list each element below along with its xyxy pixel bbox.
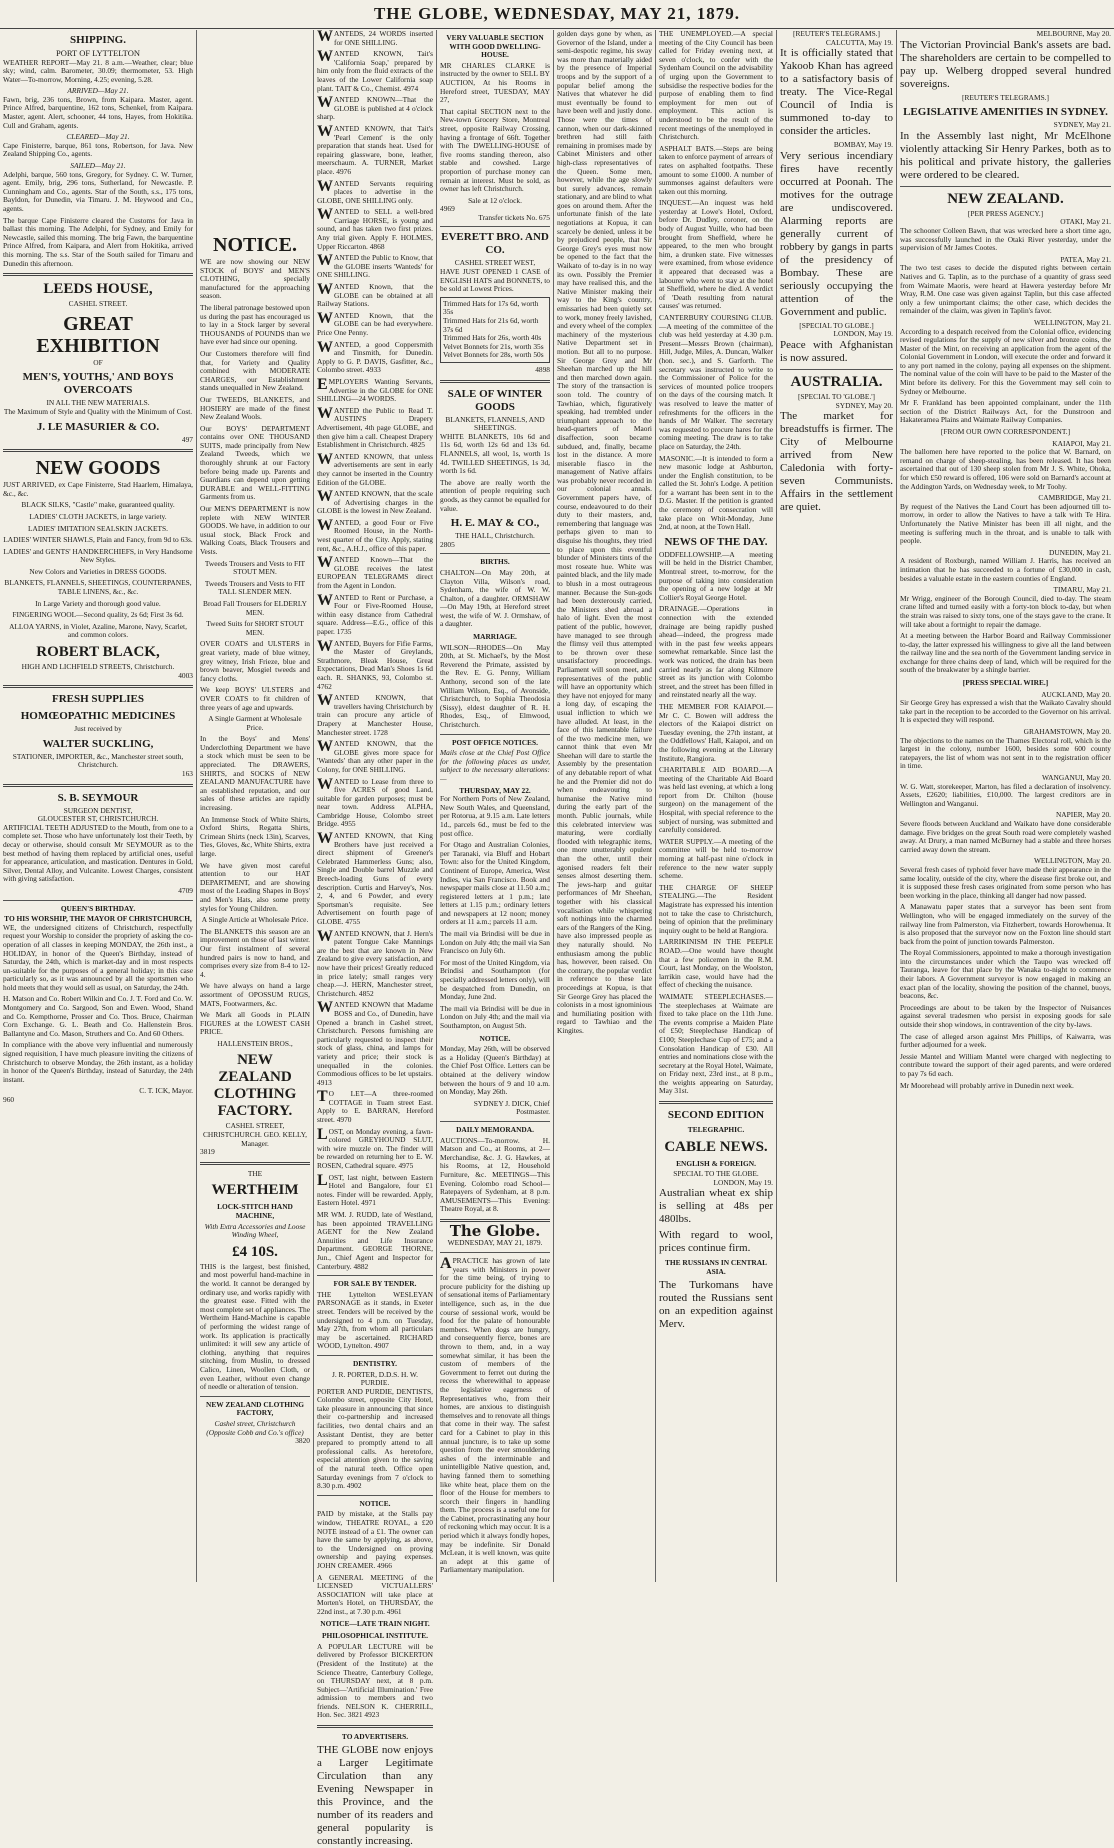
sale-time: Sale at 12 o'clock. xyxy=(468,195,522,205)
arrived-heading: ARRIVED—May 21. xyxy=(67,86,129,96)
seymour-text: ARTIFICIAL TEETH ADJUSTED to the Mouth, from one to a complete set. Those who have unfortunately lost their Teeth, by decay or otherwise, should consult Mr SEYMOUR as to the best method of having them replaced by artificial ones, useful for appearance, articulation, and mastication. Dentures in Gold, Silver, Dental Alloy, and Vulcanite. Lowest Charges, consistent with giving satisfaction. xyxy=(3,822,193,884)
australia-heading: AUSTRALIA. xyxy=(790,373,883,390)
surgeon: SURGEON DENTIST, xyxy=(63,805,133,815)
trimmed-hats-list xyxy=(440,297,550,363)
notice-paragraph: Our Customers therefore will find that, for Variety and Quality combined with MODERATE CHARGES, our Establishment stands unequalled in New Zealand. xyxy=(200,348,310,393)
dateline: KAIAPOI, May 21. xyxy=(1052,438,1111,448)
news-item: CHARITABLE AID BOARD.—A meeting of the Charitable Aid Board was held last evening, at which a long report from Dr. Chilton (house surgeon) on the management of the Hospital, with special reference to the subject of nursing, was submitted and carefully considered. xyxy=(659,765,773,835)
dateline: OTAKI, May 21. xyxy=(1060,217,1111,227)
wanted-ad: TO LET—A three-roomed COTTAGE in Tuam street East. Apply to E. BARRAN, Hereford street. 4970 xyxy=(317,1088,433,1125)
item-text: The case of alleged arson against Mrs Phillips, of Kaiwarra, was further adjourned for a week. xyxy=(900,1031,1111,1050)
item-text: According to a despatch received from the Colonial office, evidencing revised regulations for the supply of new silver and bronze coins, the Master of the Mint, on receiving an application from the agent of the Colonial Government in London, will execute the order and forward it to any port named in the colony, paying all expenses on the shipment. The nominal value of the coin will have to be paid to the Master of the Mint before its delivery. For this the Government may sell coin to Sydney or Melbourne. xyxy=(900,326,1111,396)
wanted-ad: WANTED KNOWN, that the scale of Advertising charges in the GLOBE is the lowest in New Zealand. xyxy=(317,488,433,516)
wanted-ad: WANTED, a good Coppersmith and Tinsmith, for Dunedin. Apply to G. P. DAVIS, Gasfitter, &c., Colombo street. 4933 xyxy=(317,338,433,375)
notice-paragraph: We keep BOYS' ULSTERS and OVER COATS to fit children of three years of age and upwards. xyxy=(200,685,310,712)
list-item xyxy=(900,903,1111,946)
worship: TO HIS WORSHIP, THE MAYOR OF CHRISTCHURCH, xyxy=(4,914,192,924)
masthead: THE GLOBE, WEDNESDAY, MAY 21, 1879. xyxy=(0,0,1114,29)
ref-3820: 3820 xyxy=(295,1436,310,1446)
dateline: [FROM OUR OWN CORRESPONDENT.] xyxy=(940,427,1071,437)
nzcf2-address: Cashel street, Christchurch (Opposite Cobb and Co.'s office) xyxy=(206,1418,304,1437)
memoranda-text: AUCTIONS—To-morrow. H. Matson and Co., at Rooms, at 2—Merchandise, &c. J. G. Hawkes, at his Rooms, at 12, Household Furniture, &c. MEETINGS—This Evening. Colombo road School—Ratepayers of Sydenham, at 8 p.m. AMUSEMENTS—This Evening: Theatre Royal, at 8. xyxy=(440,1135,550,1214)
wertheim: WERTHEIM xyxy=(211,1182,299,1199)
notice-text: PAID by mistake, at the Stalls pay window, THEATRE ROYAL, a £20 NOTE instead of a £1. The owner can have the same by applying, as above, to the Undersigned on proving ownership and paying expenses. JOHN CREAMER. 4966 xyxy=(317,1509,433,1570)
list-item xyxy=(900,586,1111,629)
winter-text: WHITE BLANKETS, 10s 6d and 11s 6d, worth 12s 6d and 13s 6d. FLANNELS, all wool, 1s, worth 1s 4d. TWILLED SHEETINGS, 1s 3d, worth 1s 6d. xyxy=(440,431,550,476)
just-arrived: JUST ARRIVED, ex Cape Finisterre, Stad Haarlem, Himalaya, &c., &c. xyxy=(3,480,193,498)
to-advertisers-text: THE GLOBE now enjoys a Larger Legitimate Circulation than any Evening Newspaper in this Province, and the number of its readers and general popularity is constantly increasing. xyxy=(317,1743,433,1847)
notice-heading-2: NOTICE. xyxy=(359,1498,391,1508)
item-text: Proceedings are about to be taken by the Inspector of Nuisances against several tradesmen who persist in exposing goods for sale outside their shop windows, in contravention of the city by-laws. xyxy=(900,1002,1111,1030)
melbourne-dateline: MELBOURNE, May 20. xyxy=(1036,29,1111,38)
po-text: The mail via Brindisi will be due in London on July 4th; the mail via San Francisco on July 6th. xyxy=(440,929,550,956)
dateline: NAPIER, May 20. xyxy=(1055,810,1111,820)
new-zealand-heading: NEW ZEALAND. xyxy=(947,190,1064,207)
wanted-ad: WANTED KNOWN, that travellers having Christchurch by train can procure any article of Drapery at Manchester House, Manchester street. 1728 xyxy=(317,692,433,737)
cable-news: CABLE NEWS. xyxy=(664,1138,768,1155)
news-item: ODDFELLOWSHIP.—A meeting will be held in the District Chamber, Montreal street, to-morrow, for the purpose of taking into consideration the opening of a new lodge at Mr Collier's Royal George Hotel. xyxy=(659,549,773,602)
philosophical-text: A POPULAR LECTURE will be delivered by Professor BICKERTON (President of the Institute) at the Science Theatre, Canterbury College, on THURSDAY next, at 8 p.m. Subject—'Artificial Illumination.' Free admission to members and two friends. NELSON K. CHERRILL, Hon. Sec. 3821 4923 xyxy=(317,1641,433,1720)
item-text: A resident of Roxburgh, named William J. Harris, has received an intimation that he has succeeded to a fortune of £30,000 in cash, besides a valuable estate in the eastern counties of England. xyxy=(900,556,1111,583)
dentistry-text: PORTER AND PURDIE, DENTISTS, Colombo street, opposite City Hotel, take pleasure in announcing that since their co-partnership and increased facilities, two dental chairs and an Assistant Dentist, they are better prepared to promptly attend to all professional calls. As heretofore, especial attention given to the saving of the natural teeth. Office open Saturday evenings from 7 o'clock to 8.30 p.m. 4902 xyxy=(317,1386,433,1491)
homoeopathic: HOMŒOPATHIC MEDICINES xyxy=(20,710,176,723)
telegram: The Victorian Provincial Bank's assets are bad. The shareholders are certain to be compelled to pay up. Welberg dropped several hundred sovereigns. xyxy=(900,38,1111,90)
wanted-ad: WANTEDS, 24 WORDS inserted for ONE SHILLING. xyxy=(317,28,433,47)
marriage-heading: MARRIAGE. xyxy=(473,632,517,642)
hmay-address: THE HALL, Christchurch. xyxy=(455,531,535,541)
aus-special: [SPECIAL TO 'GLOBE.'] xyxy=(797,391,876,401)
list-item: Trimmed Hats for 21s 6d, worth 37s 6d xyxy=(443,316,539,334)
bombay-dateline: BOMBAY, May 19. xyxy=(833,140,893,150)
wanted-ad: WANTED KNOWN, that unless advertisements are sent in early they cannot be inserted in the Country Edition of the GLOBE. xyxy=(317,450,433,487)
telegram: Very serious incendiary fires have recently occurred at Poonah. The motives for the outrage are undiscovered. Alarming reports are generally current of robbery by gangs in parts of the presidency of Bombay. These are seriously occupying the attention of the Government and public. xyxy=(780,149,893,318)
list-item xyxy=(900,319,1111,396)
transfer-tickets: Transfer tickets No. 675 xyxy=(478,212,550,222)
list-item xyxy=(900,399,1111,425)
list-item xyxy=(900,728,1111,771)
cashel-street: CASHEL STREET. xyxy=(68,299,128,309)
rudd-notice: MR WM. J. RUDD, late of Westland, has been appointed TRAVELLING AGENT for the New Zealand Annuities and Life Insurance Department. GEORGE THORNE, Jun., Chief Agent and Inspector for Canterbury. 4882 xyxy=(317,1210,433,1271)
notice-heading: NOTICE. xyxy=(213,234,297,256)
ref-2805: 2805 xyxy=(440,539,455,549)
sailed-text: Adelphi, barque, 560 tons, Gregory, for Sydney. C. W. Turner, agent. Emily, brig, 296 tons, Sutherland, for Newcastle. P. Cunningham and Co., agents. Star of the South, s.s., 175 tons, Bayldon, for Dunedin, via Timaru. J. M. Heywood and Co., agents. xyxy=(3,169,193,213)
item-text: Severe floods between Auckland and Waikato have done considerable damage. Five bridges on the great South road were completely washed away. At Drury, a man named McBurney had a stable and three horses carried away down the stream. xyxy=(900,818,1111,854)
list-item: BLANKETS, FLANNELS, SHEETINGS, COUNTERPANES, TABLE LINENS, &c., &c. xyxy=(4,578,192,597)
second-edition: SECOND EDITION xyxy=(667,1109,765,1122)
dateline: TIMARU, May 21. xyxy=(1053,585,1111,595)
mayor-signature: C. T. ICK, Mayor. xyxy=(139,1086,193,1096)
item-text: Mr Moorehead will probably arrive in Dunedin next week. xyxy=(900,1080,1074,1090)
notice-paragraph: A Single Garment at Wholesale Price. xyxy=(208,714,302,732)
hmay: H. E. MAY & CO., xyxy=(450,517,540,530)
wanted-ad: WANTED KNOWN that Madame BOSS and Co., of Dunedin, have Opened a branch in Cashel street, Christchurch. Persons furnishing are particularly requested to inspect their stock of glass, china, and lamps for variety and price; their stock is unequalled in the colonies. Commodious offices to be let upstairs. 4913 xyxy=(317,999,433,1087)
notice-paragraph: Tweeds Trousers and Vests to FIT STOUT MEN. xyxy=(204,558,306,577)
received-by: Just received by xyxy=(74,724,122,734)
notice-paragraph: We have given most careful attention to our HAT DEPARTMENT, and are showing most of the Leading Shapes in Boys' and Men's Hats, also some pretty styles for Young Children. xyxy=(200,860,310,913)
wanted-ad: WANTED, a good Four or Five Roomed House, in the North-west quarter of the City. Apply, stating rent, &c., A.H.J., office of this paper. xyxy=(317,516,433,553)
news-item: LARRIKINISM IN THE PEEPLE ROAD.—One would have thought that a few policemen in the R.M. Court, last Monday, on the Woolston, larrikin case, would have had the effect of checking the nuisance. xyxy=(659,937,773,990)
late-train: NOTICE—LATE TRAIN NIGHT. xyxy=(320,1618,430,1628)
reuter-label-2: [REUTER'S TELEGRAMS.] xyxy=(961,92,1049,102)
news-item: CANTERBURY COURSING CLUB.—A meeting of the committee of the club was held yesterday at 4.30 p.m. Present—Messrs Brown (chairman), Hill, Judge, Miles, A. Duncan, Walker (hon. sec.), and S. Garforth. The secretary was instructed to write to the Commissioner of Police for the services of mounted police troopers on the days of the coursing match. It was resolved to leave the matter of refreshments for the officers in the hands of Mr Walker. The secretary was requested to procure hares for the coming meeting. The draw is to take place on Saturday, the 24th. xyxy=(659,313,773,451)
dateline: WELLINGTON, May 20. xyxy=(1033,856,1111,866)
tender-text: THE Lyttelton WESLEYAN PARSONAGE as it stands, in Exeter street. Tenders will be received by the undersigned to 4 p.m. on Tuesday, May 27th, from whom all particulars may be ascertained. RICHARD WOOD, Lyttelton. 4907 xyxy=(317,1289,433,1351)
column-4 xyxy=(436,30,553,1582)
po-text: For most of the United Kingdom, via Brindisi and Southampton (for specially addressed letters only), will be despatched from Dunedin, on Monday, June 2nd. xyxy=(440,957,550,1002)
sailed-heading: SAILED—May 21. xyxy=(70,161,126,171)
suckling: WALTER SUCKLING, xyxy=(42,737,154,750)
tender-heading: FOR SALE BY TENDER. xyxy=(333,1279,417,1289)
list-item xyxy=(900,949,1111,1001)
notice-paragraph: A Single Article at Wholesale Price. xyxy=(201,915,309,925)
dentistry-heading: DENTISTRY. xyxy=(352,1358,398,1368)
queens-birthday: QUEEN'S BIRTHDAY. xyxy=(60,903,136,913)
dateline: GRAHAMSTOWN, May 20. xyxy=(1023,727,1111,737)
list-item: New Colors and Varieties in DRESS GOODS. xyxy=(29,566,167,576)
section-text: That capital SECTION next to the New-town Grocery Store, Montreal street, opposite Railway Crossing, having a frontage of 66ft. Together with The DWELLING-HOUSE of five rooms standing thereon, also stable and cowshed. Large proportion of purchase money can remain at interest. Must be sold, as owner has left Christchurch. xyxy=(440,106,550,194)
of-label: OF xyxy=(93,357,103,367)
telegram: The market for breadstuffs is firmer. The City of Melbourne arrived from New Caledonia with forty-seven Communists. Affairs in the settlement are quiet. xyxy=(780,410,893,514)
sydney-dateline: SYDNEY, May 20. xyxy=(835,400,893,410)
notice-paragraph: Our TWEEDS, BLANKETS, and HOSIERY are made of the finest New Zealand Wools. xyxy=(200,394,310,422)
news-item: THE UNEMPLOYED.—A special meeting of the City Council has been called for Friday evening next, at seven o'clock, to confer with the Sydenham Council on the advisability of urging upon the Government to subsidise the respective bodies for the purpose of enabling them to find employment for men out of employment. This action is understood to be the result of the recent meetings of the unemployed in Christchurch. xyxy=(659,29,773,142)
wertheim-price: £4 10S. xyxy=(232,1243,278,1260)
column-6 xyxy=(655,30,776,1582)
shipping-note: The barque Cape Finisterre cleared the Customs for Java in ballast this morning. The Adelphi, for Sydney, and Emily for Newcastle, sailed this morning. The brig Fawn, the barquentine Prince Alfred, from Kaipara, and Alert from Hokitika, arrived this morning. The s.s. Star of the South sailed for Timaru and Dunedin this afternoon. xyxy=(3,215,193,268)
list-item xyxy=(900,691,1111,725)
notice-paragraph: Our MEN'S DEPARTMENT is now replete with NEW WINTER GOODS. We have, in addition to our usual stock, Black Frock and Walking Coats, Black Trousers and Vests. xyxy=(200,504,310,556)
news-item: WATER SUPPLY.—A meeting of the committee will be held to-morrow morning at half-past nine o'clock in reference to the new water supply scheme. xyxy=(659,836,773,881)
list-item xyxy=(900,494,1111,546)
extra-accessories: With Extra Accessories and Loose Winding Wheel, xyxy=(204,1221,306,1240)
dateline: AUCKLAND, May 20. xyxy=(1041,689,1111,699)
telegram: It is officially stated that Yakoob Khan has agreed to a satisfactory basis of treaty. The Vice-Regal Council of India is summoned to-day to consider the articles. xyxy=(780,47,893,138)
notice-paragraph: OVER COATS and ULSTERS in great variety, made of blue witney, grey witney, Irish Frieze, blue and brown beaver, Mosgiel tweeds and fancy cloths. xyxy=(200,639,310,683)
telegraphic: TELEGRAPHIC. xyxy=(687,1125,745,1135)
notice-paragraph: We have always on hand a large assortment of OPOSSUM RUGS, MATS, Footwarmers, &c. xyxy=(200,981,310,1008)
wanted-ad: WANTED Known, that the GLOBE can be obtained at all Railway Stations. xyxy=(317,281,433,309)
list-item: LADIES' and GENTS' HANDKERCHIEFS, in Very Handsome New Styles. xyxy=(3,546,193,565)
item-text: At a meeting between the Harbor Board and Railway Commissioner to-day, the latter expressed his willingness to give all the land between the railway line and the sea north of the Government landing service in exchange for three chains deep of land, which will be required for the south of the breakwater by a shingle barrier. xyxy=(900,631,1111,675)
wanted-ad: WANTED KNOWN, that the GLOBE gives more space for 'Wanteds' than any other paper in the Colony, for ONE SHILLING. xyxy=(317,738,433,774)
telegram: Australian wheat ex ship is selling at 48s per 480lbs. xyxy=(659,1187,773,1226)
everett-address: CASHEL STREET WEST, xyxy=(454,258,536,268)
wanted-ad: WANTED KNOWN—That the GLOBE is published at 4 o'clock sharp. xyxy=(317,94,433,122)
list-item: LADIES' IMITATION SEALSKIN JACKETS. xyxy=(28,523,168,533)
list-item xyxy=(900,1033,1111,1050)
column-3 xyxy=(313,28,436,1847)
signatories: H. Matson and Co. Robert Wilkin and Co. J. T. Ford and Co. W. Montgomery and Co. Sargood, Son and Ewen. Wood, Shand and Co. Kempthorne, Prosser and Co. Thos. Bruce, Chairman Corn Exchange. G. L. Beath and Co. Hallenstein Bros. Ballantyne and Co. Mason, Struthers and Co. And 60 Others. xyxy=(3,994,193,1038)
dateline: WELLINGTON, May 21. xyxy=(1033,317,1111,327)
ref-3819: 3819 xyxy=(200,1147,215,1157)
wanted-ad: WANTED to Lease from three to five ACRES of good Land, suitable for garden purposes; must be near town. Address ALPHA, Cambridge House, Colombo street Bridge. 4955 xyxy=(317,775,433,829)
leeds-house: LEEDS HOUSE, xyxy=(43,281,153,298)
telegram: The Turkomans have routed the Russians sent on an expedition against Merv. xyxy=(659,1278,773,1330)
news-item: MASONIC.—It is intended to form a new masonic lodge at Ashburton, under the English constitution, to be called the St. John's Lodge. A petition for a warrant has been sent in to the D.G. Master. If the petition is granted the ceremony of consecration will take place on Whit-Monday, June 2nd, at noon, at the Town Hall. xyxy=(659,453,773,532)
nz-clothing-factory: NEW ZEALAND CLOTHING FACTORY. xyxy=(213,1052,297,1120)
wanted-ad: WANTED Known, that the GLOBE can be had everywhere. Price One Penny. xyxy=(317,309,433,337)
cleared-text: Cape Finisterre, barque, 861 tons, Robertson, for Java. New Zealand Shipping Co., agents. xyxy=(3,140,193,159)
dick-signature: SYDNEY J. DICK, Chief Postmaster. xyxy=(473,1098,550,1117)
wanted-ad: WANTED KNOWN, that Tait's 'Pearl Cement' is the only preparation that stands heat. Used for repairing glassware, bone, leather, meerschaum. A. TURNER, Market place. 4976 xyxy=(317,122,433,176)
column-8 xyxy=(896,30,1114,1582)
to-advertisers-heading: TO ADVERTISERS. xyxy=(341,1732,409,1742)
philosophical-heading: PHILOSOPHICAL INSTITUTE. xyxy=(322,1631,428,1641)
ref-163: 163 xyxy=(181,769,193,778)
list-item xyxy=(900,679,1111,688)
dateline: PATEA, May 21. xyxy=(1060,254,1111,264)
the-label: THE xyxy=(247,1168,263,1178)
notice-paragraph: Tweeds Trousers and Vests to FIT TALL SLENDER MEN. xyxy=(204,578,306,597)
great-exhibition: GREAT EXHIBITION xyxy=(36,312,160,357)
po-text: For Otago and Australian Colonies, per Taranaki, via Bluff and Hobart Town: also for the United Kingdom, Continent of Europe, America, West Indies, via San Francisco. Book and newspaper mails close at 11.50 a.m.; registered letters at 1 p.m.; late letters at 1.15 p.m.; ordinary letters and newspapers at 12 noon; money orders at 11 a.m.; parcels 11 a.m. xyxy=(440,840,550,927)
notice-paragraph: An Immense Stock of White Shirts, Oxford Shirts, Regatta Shirts, Crimean Shirts (neck 13in), Scarves, Ties, Gloves, &c, White Shirts, extra large. xyxy=(200,814,310,858)
item-text: The ballomen here have reported to the police that W. Barnard, on remand on charge of sheep-stealing, has been released. It has been ascertained that out of 130 sheep stolen from Mr J. S. White, Ohoka, for which £50 reward is offered, 106 were sold on Barnard's account at the Addington Yards, on Wednesday week, to Mr Toohy. xyxy=(900,447,1111,491)
special-to-globe: SPECIAL TO THE GLOBE. xyxy=(673,1169,759,1179)
petition: WE, the undersigned citizens of Christchurch, respectfully request your Worship to consider the propriety of asking the co-operation of all classes in keeping MONDAY, the 26th inst., a HOLIDAY, in honor of the Queen's Birthday, instead of Saturday, the 24th, which is market-day and in most respects un-suitable for the purposes of a general holiday; in this case particularly so, as it was announced by all the sportsmen who hold meets that they would sell as usual, on Saturday, the 24th. xyxy=(3,922,193,992)
telegram: In the Assembly last night, Mr McElhone violently attacking Sir Henry Parkes, both as to his political and private history, the galleries were ordered to be cleared. xyxy=(900,129,1111,181)
dateline: CAMBRIDGE, May 21. xyxy=(1038,493,1111,503)
po-notice-heading: NOTICE. xyxy=(479,1033,511,1043)
notice-paragraph: In the Boys' and Mens' Underclothing Department we have a stock which must be seen to be appreciated. The DRAWERS, SHIRTS, and SOCKS of NEW ZEALAND MANUFACTURE have an established reputation, and our sales of these articles are rapidly increasing. xyxy=(200,734,310,813)
po-notice: Monday, May 26th, will be observed as a Holiday (Queen's Birthday) at the Chief Post Office. Letters can be obtained at the delivery window between the hours of 9 and 10 a.m. on Monday, May 26th. xyxy=(440,1044,550,1097)
column-7 xyxy=(776,30,896,1582)
list-item xyxy=(900,440,1111,492)
wanted-ad: WANTED the Public to Read T. AUSTIN'S Drapery Advertisement, 4th page GLOBE, and then give him a call. Cheapest Drapery Establishment in Christchurch. 4825 xyxy=(317,404,433,450)
english-foreign: ENGLISH & FOREIGN. xyxy=(676,1158,756,1168)
list-item: Velvet Bonnets for 28s, worth 50s xyxy=(443,350,544,360)
column-2 xyxy=(196,30,313,1582)
column-5 xyxy=(553,30,655,1582)
list-item xyxy=(900,1053,1111,1079)
ref-497: 497 xyxy=(181,434,193,444)
globe-date: WEDNESDAY, MAY 21, 1879. xyxy=(447,1238,543,1248)
list-item: FINGERING WOOL—Second quality, 2s 6d; First 3s 6d. xyxy=(12,610,184,620)
item-text: The schooner Colleen Bawn, that was wrecked here a short time ago, was successfully launched in the Otaki River yesterday, under the supervision of Mr James Cootes. xyxy=(900,225,1111,253)
births-heading: BIRTHS. xyxy=(480,557,510,567)
wanted-ad: WANTED Known—That the GLOBE receives the latest EUROPEAN TELEGRAMS direct from the Agent in London. xyxy=(317,554,433,591)
nzcf-address: CASHEL STREET, CHRISTCHURCH. GEO. KELLY, Manager. xyxy=(202,1121,308,1148)
ref-4709: 4709 xyxy=(178,885,193,895)
notice-paragraph: Broad Fall Trousers for ELDERLY MEN. xyxy=(203,598,307,617)
item-text: Mr Wrigg, engineer of the Borough Council, died to-day. The steam crane lifted and turned easily with a forty-ton block to-day, but when the strain was raised to sixty tons, one of the stays gave to the crane. It will take about a fortnight to repair the damage. xyxy=(900,593,1111,629)
new-goods: NEW GOODS xyxy=(35,457,161,480)
column-1 xyxy=(0,30,196,1582)
reuter-label: [REUTER'S TELEGRAMS.] xyxy=(792,29,880,38)
seymour: S. B. SEYMOUR xyxy=(57,791,139,804)
wanted-ad: WANTED KNOWN, Tait's 'California Soap,' prepared by him only from the fluid extracts of the leaves of the Lower California soap plant. TAIT & Co., Chemist. 4974 xyxy=(317,48,433,93)
news-item: THE MEMBER FOR KAIAPOI.—Mr C. C. Bowen will address the electors of the Kaiapoi district on Tuesday evening, the 27th instant, at the Oddfellows' Hall, Kaiapoi, and on the following evening at the Literary Institute, Rangiora. xyxy=(659,701,773,763)
arrived-text: Fawn, brig, 236 tons, Brown, from Kaipara. Master, agent. Prince Alfred, barquentine, 162 tons, Schenkel, from Kaipara. Master, agent. Alert, schooner, 44 tons, Hayes, from Hokitika. Cull and Graham, agents. xyxy=(3,94,193,130)
wanted-ad: LOST, on Monday evening, a fawn-colored GREYHOUND SLUT, with wire muzzle on. The finder will be rewarded on returning her to E. W. ROSEN, Cathedral square. 4975 xyxy=(317,1125,433,1171)
list-item: Velvet Bonnets for 21s, worth 35s xyxy=(443,341,544,351)
wanted-ad: EMPLOYERS Wanting Servants, Advertise in the GLOBE for ONE SHILLING—24 WORDS. xyxy=(317,375,433,404)
list-item xyxy=(900,1004,1111,1030)
news-item: THE CHARGE OF SHEEP STEALING.—The Resident Magistrate has expressed his intention not to take the case to Christchurch, being of opinion that the preliminary inquiry ought to be held at Rangiora. xyxy=(659,882,773,935)
sydney-dateline-2: SYDNEY, May 21. xyxy=(1053,120,1111,130)
special-label: [SPECIAL TO GLOBE.] xyxy=(799,320,874,330)
goods-list xyxy=(3,501,193,640)
item-text: Jessie Mantel and William Mantel were charged with neglecting to contribute toward the support of their aged parents, and were ordered to pay 7s 6d each. xyxy=(900,1051,1111,1078)
notice-paragraph: The liberal patronage bestowed upon us during the past has encouraged us to lay in a Stock larger by several THOUSANDS of POUNDS than we have ever had since our opening. xyxy=(200,302,310,347)
wanted-ad: WANTED to Rent or Purchase, a Four or Five-Roomed House, within easy distance from Cathedral square. Address—E.G., office of this paper. 1735 xyxy=(317,591,433,636)
dateline: [PRESS SPECIAL WIRE.] xyxy=(962,678,1049,688)
lockstitch: LOCK-STITCH HAND MACHINE, xyxy=(217,1202,293,1221)
item-text: Several fresh cases of typhoid fever have made their appearance in the same locality, outside of the city, where the disease first broke out, and it is supposed these fresh cases originated from some person who has been working in the place, thinking all danger had now passed. xyxy=(900,864,1111,900)
list-item xyxy=(900,256,1111,316)
item-text: Sir George Grey has expressed a wish that the Waikato Cavalry should take part in the reception to be accorded to the Governor on his arrival. It is expected they will respond. xyxy=(900,698,1111,725)
wanted-ad: WANTED, Buyers for Fifie Farms, the Master of Greylands, Strathmore, Bleak House, Great Expectations, Dead Man's Shoes 1s 6d each. R. SHANKS, 93, Colombo st. 4762 xyxy=(317,637,433,691)
po-text: The mail via Brindisi will be due in London on July 4th; and the mail via Southampton, on August 5th. xyxy=(440,1003,550,1030)
leader-continued: golden days gone by when, as Governor of the Island, under a semi-despotic regime, his sway was more than materially aided by the presence of Imperial troops and by the support of a popular belief among the Natives that whatever he did must eventually be found to have been well and justly done. Those were the times of cannon, when our dark-skinned brethren had still faith remaining in promises made by Cabinet Ministers and other high-class representatives of the Queen. Some men, however, while the age slowly but surely advances, remain stationary, and are blind to what goes on around them. After the unfortunate finish of the late negotiations at Kopua, it can scarcely be denied, unless it be by prejudiced people, that Sir George Grey's eyes must now be opened to the fact that the Waikato of to-day is in no way its own. Possibly the Premier may have realised this, and the Native Minister making their way to the King's country, emissaries had been quietly set to work, money freely lavished, and every wheel of the complex machinery of the mysterious Native Department set in motion. But all to no purpose. Sir George Grey and Mr Sheehan marched up the hill and then marched down again. The story of the transaction is soon told. The country of Tawhiao, which, figuratively speaking, had trembled under triumphant approach to the head-quarters of Maori disaffection, soon became subdued, and, finally, became lost in the distance. A more miserable fiasco in the management of Native affairs was probably never recorded in our colonial annals. Government papers have, of course, endeavoured to do their duty to their masters, and, remembering that language was perhaps given to man to disguise his thoughts, they tried to place upon this eventful blunder of Ministers tints of the most roseate hue. White was painted black, and the lily made to blush in a most outrageous manner. Because the Sun-gods had been dexterously carried, the Ministers shed abroad a halo of light. Even the most patient of the public, however, have managed to see through the flimsy veil thus attempted to be thrown over these unsatisfactory proceedings. Parliament will soon meet, and representatives of the public will have an opportunity which they have not enjoyed for many a long day, of escaping the usual infliction to which we have alluded. At least, in the face of this lamentable failure of the two medicine men, we cannot think that even Mr Sheehan will dare to startle the Assembly by the presentation of any debatable report of what he and the Premier did not do when endeavouring to humanise the Native mind during the early part of the month. Public journals, while this celebrated interview was maturing, were cordially flooded with telegraphic items, one more unutterably opulent than the other, until their agonised readers felt their senses almost deserting them. The jews-harp and guitar performances of Mr Sheehan, together with his classical vocalisation while whispering soft nothings into the charmed ears of the Rangers of the King, have also impressed people as they naturally should. No enthusiasm among the public has, however, been raised. On the contrary, the popular verdict in reference to these late proceedings at Kopua, is that Sir George Grey has placed the colonists in a most ignominious and humiliating position with regard to Tawhiao and the Kingites. xyxy=(557,29,652,1035)
list-item: Trimmed Hats for 17s 6d, worth 35s xyxy=(443,298,539,317)
wanted-ad: LOST, last night, between Eastern Hotel and Bangalore, four £1 notes. Finder will be rewarded. Apply, Eastern Hotel. 4971 xyxy=(317,1171,433,1208)
list-item xyxy=(900,857,1111,900)
notice-paragraph: We Mark all Goods in PLAIN FIGURES at the LOWEST CASH PRICE. xyxy=(200,1010,310,1037)
marriage-text: WILSON—RHODES—On May 20th, at St. Michael's, by the Most Reverend the Primate, assisted by the Rev. E. G. Penny, William Anthony, second son of the late William Wilson, Esq., of Avonside, Christchurch, to Sophia Theodosia (Sissy), eldest daughter of R. H. Rhodes, Esq., of Elmwood, Christchurch. xyxy=(440,642,550,729)
list-item: LADIES' CLOTH JACKETS, in large variety. xyxy=(29,511,167,521)
nz-items xyxy=(900,218,1111,1090)
everett: EVERETT BRO. AND CO. xyxy=(441,231,549,257)
notice-paragraph: WE are now showing our NEW STOCK of BOYS' and MEN'S CLOTHING, specially manufactured for the approaching season. xyxy=(200,257,310,301)
london-dateline: LONDON, May 19. xyxy=(713,1177,773,1187)
news-item: INQUEST.—An inquest was held yesterday at Lowe's Hotel, Oxford, before Dr. Dudley, coroner, on the body of August Yuille, who had been brought from Sheffield, where he appeared, to the men who brought him, a drunken state. Five witnesses were examined, from whose evidence it appeared that deceased was a labourer who went to stay at the hotel at Sheffield, where he died. A verdict of 'Death resulting from natural causes' was returned. xyxy=(659,198,773,311)
cleared-heading: CLEARED—May 21. xyxy=(66,132,130,142)
item-text: Mr F. Frankland has been appointed complainant, under the 11th section of the District Railways Act, for the Dunstroon and Hakateramea Plains and Waimate Railway Companies. xyxy=(900,398,1111,425)
clarke: MR CHARLES CLARKE is instructed by the owner to SELL BY AUCTION, At his Rooms in Hereford street, TUESDAY, MAY 27, xyxy=(440,60,550,105)
telegram: With regard to wool, prices continue firm. xyxy=(659,1229,773,1255)
list-item xyxy=(900,774,1111,808)
legislative-amenities: LEGISLATIVE AMENITIES IN SYDNEY. xyxy=(903,106,1108,119)
list-item: In Large Variety and thorough good value. xyxy=(35,598,161,608)
po-date: THURSDAY, MAY 22. xyxy=(459,785,531,795)
wanted-ad: WANTED KNOWN, that King Brothers have just received a direct shipment of Greener's Celebrated Hammerless Guns; also, Single and Double barrel Muzzle and Breech-loading Guns of every description. Curtis and Harvey's, Nos. 2, 4, and 6 Powder, and every Sportsman's requisite. See Advertisement on fourth page of GLOBE. 4755 xyxy=(317,830,433,926)
ref-4969: 4969 xyxy=(440,204,455,214)
wanted-ad: WANTED to SELL a well-bred Carriage HORSE, is young and sound, and has taken two first prizes. Any trial given. Apply F. HOLMES, Upper Riccarton. 4868 xyxy=(317,206,433,251)
ref-4003: 4003 xyxy=(178,670,193,680)
everett-text: HAVE JUST OPENED 1 CASE of ENGLISH HATS and BONNETS, to be sold at Lowest Prices. xyxy=(440,267,550,294)
list-item: ALLOA YARNS, in Violet, Azaline, Marone, Navy, Scarlet, and common colors. xyxy=(9,621,187,640)
wanted-ad: WANTED KNOWN, that J. Hern's patent Tongue Cake Mannings are the best that are known in New Zealand to give every satisfaction, and now have their prices! Greatly reduced in price lately; small ranges very cheap.—J. HERN, Manchester street, Christchurch. 4852 xyxy=(317,927,433,998)
list-item xyxy=(900,1082,1111,1091)
gloucester: GLOUCESTER ST, CHRISTCHURCH. xyxy=(37,814,159,824)
robert-black: ROBERT BLACK, xyxy=(36,644,160,661)
memoranda-heading: DAILY MEMORANDA. xyxy=(456,1124,534,1134)
mayor-reply: In compliance with the above very influential and numerously signed requisition, I have much pleasure inviting the citizens of Christchurch to observe Monday, the 26th instant, as a holiday in honor of the Queen's Birthday, instead of Saturday, the 24th instant. xyxy=(3,1040,193,1084)
dateline: DUNEDIN, May 21. xyxy=(1049,547,1111,557)
wanted-ad: WANTED the Public to Know, that the GLOBE inserts 'Wanteds' for ONE SHILLING. xyxy=(317,252,433,280)
weather-report: WEATHER REPORT—May 21. 8 a.m.—Weather, clear; blue sky; wind, calm. Barometer, 30.09; thermometer, 53. High Water—To-morrow, Morning, 4.25; evening, 5.28. xyxy=(3,57,193,84)
births-text: CHALTON—On May 20th, at Clayton Villa, Wilson's road, Sydenham, the wife of W. W. Chalton, of a daughter. ORMSHAW—On May 19th, at Hereford street west, the wife of W. J. Ormshaw, of a daughter. xyxy=(440,567,550,629)
wanted-ad: WANTED Servants requiring places to advertise in the GLOBE, ONE SHILLING only. xyxy=(317,177,433,205)
po-text: For Northern Ports of New Zealand, New South Wales, and Queensland, per Rotorua, at 9.15 a.m. Late letters 1d., parcels 6d., must be fed to the post office. xyxy=(440,794,550,838)
calcutta-dateline: CALCUTTA, May 19. xyxy=(825,37,893,47)
notice-paragraph: Our BOYS' DEPARTMENT contains over ONE THOUSAND SUITS, made principally from New Zealand Tweeds, which we thoroughly shrunk at our Factory before being made up. Parents and Guardians can depend upon getting DURABLE and WELL-FITTING Garments from us. xyxy=(200,423,310,502)
dateline: WANGANUI, May 20. xyxy=(1042,773,1111,782)
item-text: The Royal Commissioners, appointed to make a thorough investigation into the circumstances under which the Taupo was wrecked off Tauranga, leave for that place by the Wanaka to-night to commence their labors. A Government surveyor is now engaged in making an exact plan of the locality, showing the position of the channel, buoys, beacons, &c. xyxy=(900,948,1111,1001)
item-text: A Manawatu paper states that a surveyor has been sent from Wellington, who will be engaged immediately on the survey of the railway line from Palmerston, via Fitzherbert, towards Horowhenua. It is also proposed that the surveyor now on the Foxton line should start back from the point of junction towards Palmerston. xyxy=(900,902,1111,946)
list-item: LADIES' WINTER SHAWLS, Plain and Fancy, from 9d to 63s. xyxy=(3,535,193,545)
materials: IN ALL THE NEW MATERIALS. xyxy=(46,398,150,408)
item-text: W. G. Watt, storekeeper, Marton, has filed a declaration of insolvency. Assets, £2620; liabilities, £10,000. The largest creditors are in Wellington and Wanganui. xyxy=(900,781,1111,808)
post-office-heading: POST OFFICE NOTICES. xyxy=(452,737,538,747)
leader-text: APRACTICE has grown of late years with Ministers in power for the time being, of trying to procure publicity for the dishing up of sensational items of Parliamentary intelligence, such as, in the due course of sessional work, would be food for the palate of honourable members. When dogs are hungry, and consequently fierce, bones are thrown to them, and, in a way somewhat similar, it has been the custom of members of the Government to ferret out during the recess the wherewithal to appease the legislative eagerness of Representatives who, from their homes, are anxious to distinguish themselves and to renovate all things that come in their way. The safest card for a Cabinet to play in this annual juncture, is to take up some question from the ever smouldering ashes of the interminable and unintelligible Native question, and, having fanned them to something like white heat, place them on the floor of the House for members to scorch their fingers in handling them. The process is a useful one for the Cabinet, procrastinating any hour of reckoning which may occur. It is a period which it always fondly hopes, may be indefinite. Sir Donald McLean, it is well known, was quite an adept at this game of Parliamentary manipulation. xyxy=(440,1255,551,1575)
stationer: STATIONER, IMPORTER, &c., Manchester street south, Christchurch. xyxy=(12,751,184,770)
le-masurier: J. LE MASURIER & CO. xyxy=(36,420,160,433)
list-item xyxy=(900,549,1111,583)
russians-heading: THE RUSSIANS IN CENTRAL ASIA. xyxy=(664,1258,768,1277)
news-item: ASPHALT BATS.—Steps are being taken to enforce payment of arrears of rates on asphalted footpaths. These amount to some £1000. A number of summonses against defaulters were taken out this morning. xyxy=(659,143,773,196)
telegram: Peace with Afghanistan is now assured. xyxy=(780,338,893,364)
list-item: Trimmed Hats for 26s, worth 40s xyxy=(443,333,542,343)
news-of-the-day: NEWS OF THE DAY. xyxy=(664,535,768,548)
item-text: By request of the Natives the Land Court has been adjourned till to-morrow, in order to allow the Natives to have a talk with Te Hira. Unfortunately the Native Minister has been ill all night, and the meeting is suffering much in the throat, and is unable to talk with people. xyxy=(900,501,1111,546)
rb-address: HIGH AND LICHFIELD STREETS, Christchurch. xyxy=(21,662,175,672)
shipping-port: PORT OF LYTTELTON xyxy=(56,48,140,58)
overcoats: MEN'S, YOUTHS,' AND BOYS OVERCOATS xyxy=(22,371,174,397)
list-item xyxy=(900,811,1111,854)
item-text: The two test cases to decide the disputed rights between certain Natives and G. Taplin, as to the purchase of a quantity of grass seed from Waimate Maoris, were heard at Hawera yesterday before Mr Wray, R.M. One case was given against Taplin, but this case affected only a few unimportant claims; the other case, which decides the remainder of the claim, was given in Taplin's favor. xyxy=(900,263,1111,316)
ref-960: 960 xyxy=(3,1095,15,1104)
hallenstein: HALLENSTEIN BROS., xyxy=(217,1038,293,1048)
news-item: DRAINAGE.—Operations in connection with the extended drainage are being rapidly pushed ahead—indeed, the progress made with in the past few weeks appears somewhat remarkable. Since last the work was noticed, the drain has been carried nearly as far along Kilmore street as its junction with Colombo street, and the street has been filled in and reinstated nearly all the way. xyxy=(659,604,773,700)
nzcf2: NEW ZEALAND CLOTHING FACTORY, xyxy=(205,1399,304,1418)
london-dateline-2: LONDON, May 19. xyxy=(833,329,893,339)
list-item xyxy=(900,218,1111,252)
notice-paragraph: The BLANKETS this season are an improvement on those of last winter. Our first instalment of several hundred pairs is now to hand, and comprises every size from 8-4 to 12-4. xyxy=(200,926,310,979)
ref-4898: 4898 xyxy=(535,365,550,374)
po-text: Mails close at the Chief Post Office for the following places as under, subject to the necessary alterations:— xyxy=(440,748,550,783)
lva-notice: A GENERAL MEETING of the LICENSED VICTUALLERS' ASSOCIATION will take place at Morten's Hotel, on THURSDAY, the 22nd inst., at 7.30 p.m. 4961 xyxy=(317,1572,433,1616)
winter-sub: BLANKETS, FLANNELS, AND SHEETINGS. xyxy=(445,414,545,433)
notice-paragraph: Tweed Suits for SHORT STOUT MEN. xyxy=(206,619,304,637)
dentistry-names: J. R. PORTER, D.D.S. H. W. PURDIE. xyxy=(331,1369,418,1388)
item-text: The objections to the names on the Thames Electoral roll, which is the largest in the colony, number 1600, besides some 600 county ratepayers, the list of whom was not sent in to the registration officer in time. xyxy=(900,735,1111,771)
list-item xyxy=(900,428,1111,437)
list-item: BLACK SILKS, "Castle" make, guaranteed quality. xyxy=(21,500,175,510)
section-heading: VERY VALUABLE SECTION WITH GOOD DWELLING-HOUSE. xyxy=(446,33,544,60)
shipping-heading: SHIPPING. xyxy=(70,34,126,46)
maximum-quality: The Maximum of Style and Quality with the Minimum of Cost. xyxy=(3,406,193,416)
winter-note: The above are really worth the attention of people requiring such goods, as they cannot be equalled for value. xyxy=(440,477,550,513)
list-item xyxy=(900,632,1111,675)
globe-heading: The Globe. xyxy=(449,1221,541,1240)
wertheim-text: THIS is the largest, best finished, and most powerful hand-machine in the world. It cannot be deranged by ordinary use, and works rapidly with the greatest ease. Fitted with the most complete set of appliances. The Wertheim Hand-Machine is capable of performing the widest range of work. Its application is practically unlimited: it will sew any article of clothing, anything that requires stitching, from Muslin, to dressed Calico, Linen, Woollen Cloth, or even Leather, without even change of needle or alteration of tension. xyxy=(200,1261,310,1392)
press-agency: [PER PRESS AGENCY.] xyxy=(967,208,1044,218)
fresh-supplies: FRESH SUPPLIES xyxy=(52,693,144,706)
winter-goods-heading: SALE OF WINTER GOODS xyxy=(447,387,543,413)
news-item: WAIMATE STEEPLECHASES.—The steeplechases at Waimate are fixed to take place on the 11th June. The events comprise a Maiden Plate of £50; Steeplechase Handicap of £100; Steeplechase Cup of £75; and a Consolation Handicap of £30. All entries and nominations close with the secretary at the Royal Hotel, Waimate, on Friday next, 23rd inst., at 8 p.m., the weights appearing on Saturday, May 31st. xyxy=(659,991,773,1096)
